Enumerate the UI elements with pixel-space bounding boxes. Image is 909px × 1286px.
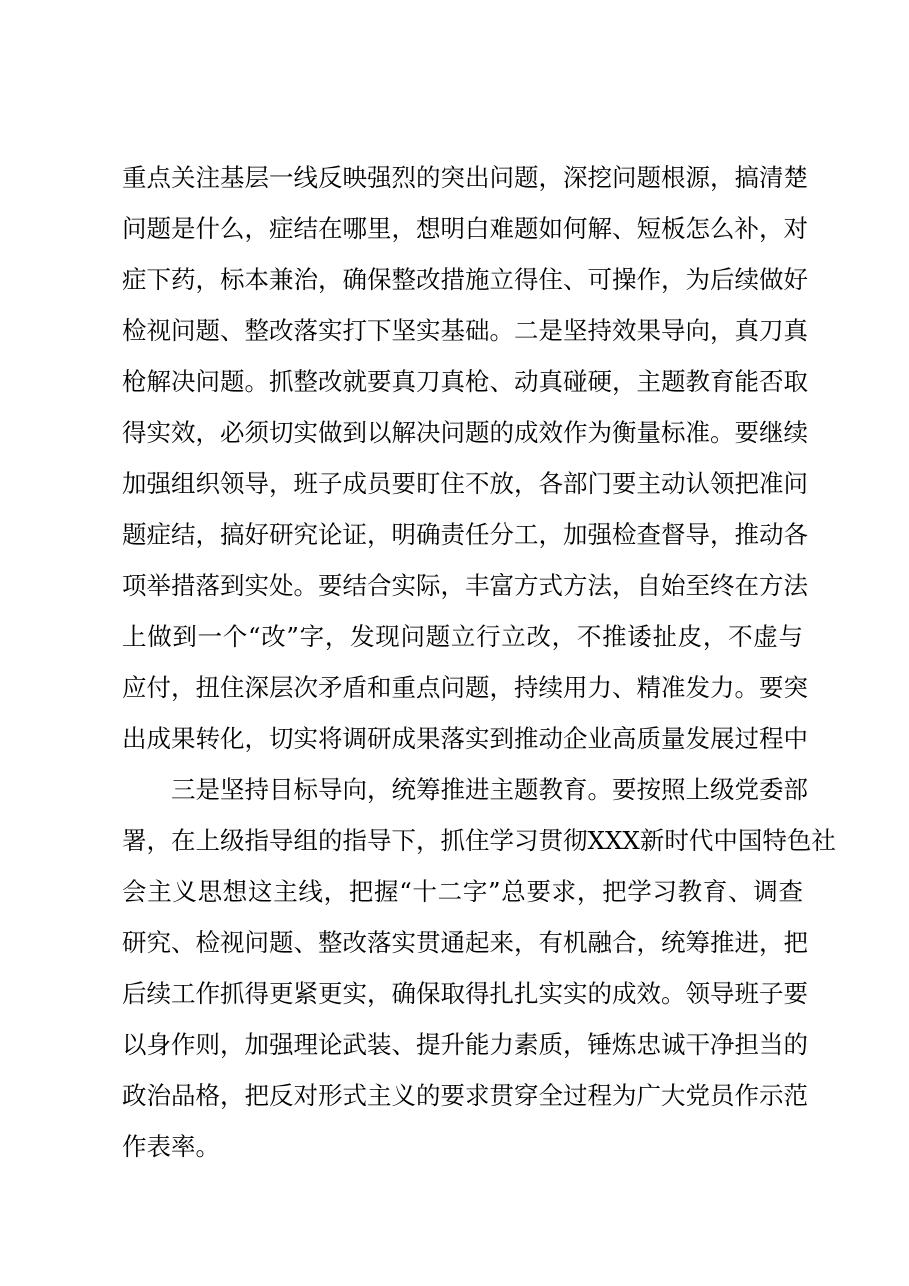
text-line: 研究、检视问题、整改落实贯通起来，有机融合，统筹推进，把	[122, 928, 808, 957]
text-line: 政治品格，把反对形式主义的要求贯穿全过程为广大党员作示范	[122, 1081, 808, 1110]
text-line: 题症结，搞好研究论证，明确责任分工，加强检查督导，推动各	[122, 520, 808, 549]
text-line: 得实效，必须切实做到以解决问题的成效作为衡量标准。要继续	[122, 418, 808, 447]
text-line: 署，在上级指导组的指导下，抓住学习贯彻XXX新时代中国特色社	[122, 826, 836, 855]
text-line: 加强组织领导，班子成员要盯住不放，各部门要主动认领把准问	[122, 469, 808, 498]
text-line: 枪解决问题。抓整改就要真刀真枪、动真碰硬，主题教育能否取	[122, 367, 808, 396]
text-line: 后续工作抓得更紧更实，确保取得扎扎实实的成效。领导班子要	[122, 979, 808, 1008]
text-line: 项举措落到实处。要结合实际，丰富方式方法，自始至终在方法	[122, 571, 808, 600]
text-line: 以身作则，加强理论武装、提升能力素质，锤炼忠诚干净担当的	[122, 1030, 808, 1059]
text-line: 检视问题、整改落实打下坚实基础。二是坚持效果导向，真刀真	[122, 316, 808, 345]
text-line: 重点关注基层一线反映强烈的突出问题，深挖问题根源，搞清楚	[122, 163, 808, 192]
text-line: 作表率。	[122, 1132, 220, 1161]
paragraph-start-line: 三是坚持目标导向，统筹推进主题教育。要按照上级党委部	[171, 775, 808, 804]
text-line: 应付，扭住深层次矛盾和重点问题，持续用力、精准发力。要突	[122, 673, 808, 702]
text-line: 会主义思想这主线，把握“十二字”总要求，把学习教育、调查	[122, 877, 803, 906]
text-line: 问题是什么，症结在哪里，想明白难题如何解、短板怎么补，对	[122, 214, 808, 243]
text-line: 出成果转化，切实将调研成果落实到推动企业高质量发展过程中	[122, 724, 808, 753]
text-line: 症下药，标本兼治，确保整改措施立得住、可操作，为后续做好	[122, 265, 808, 294]
text-line: 上做到一个“改”字，发现问题立行立改，不推诿扯皮，不虚与	[122, 622, 803, 651]
